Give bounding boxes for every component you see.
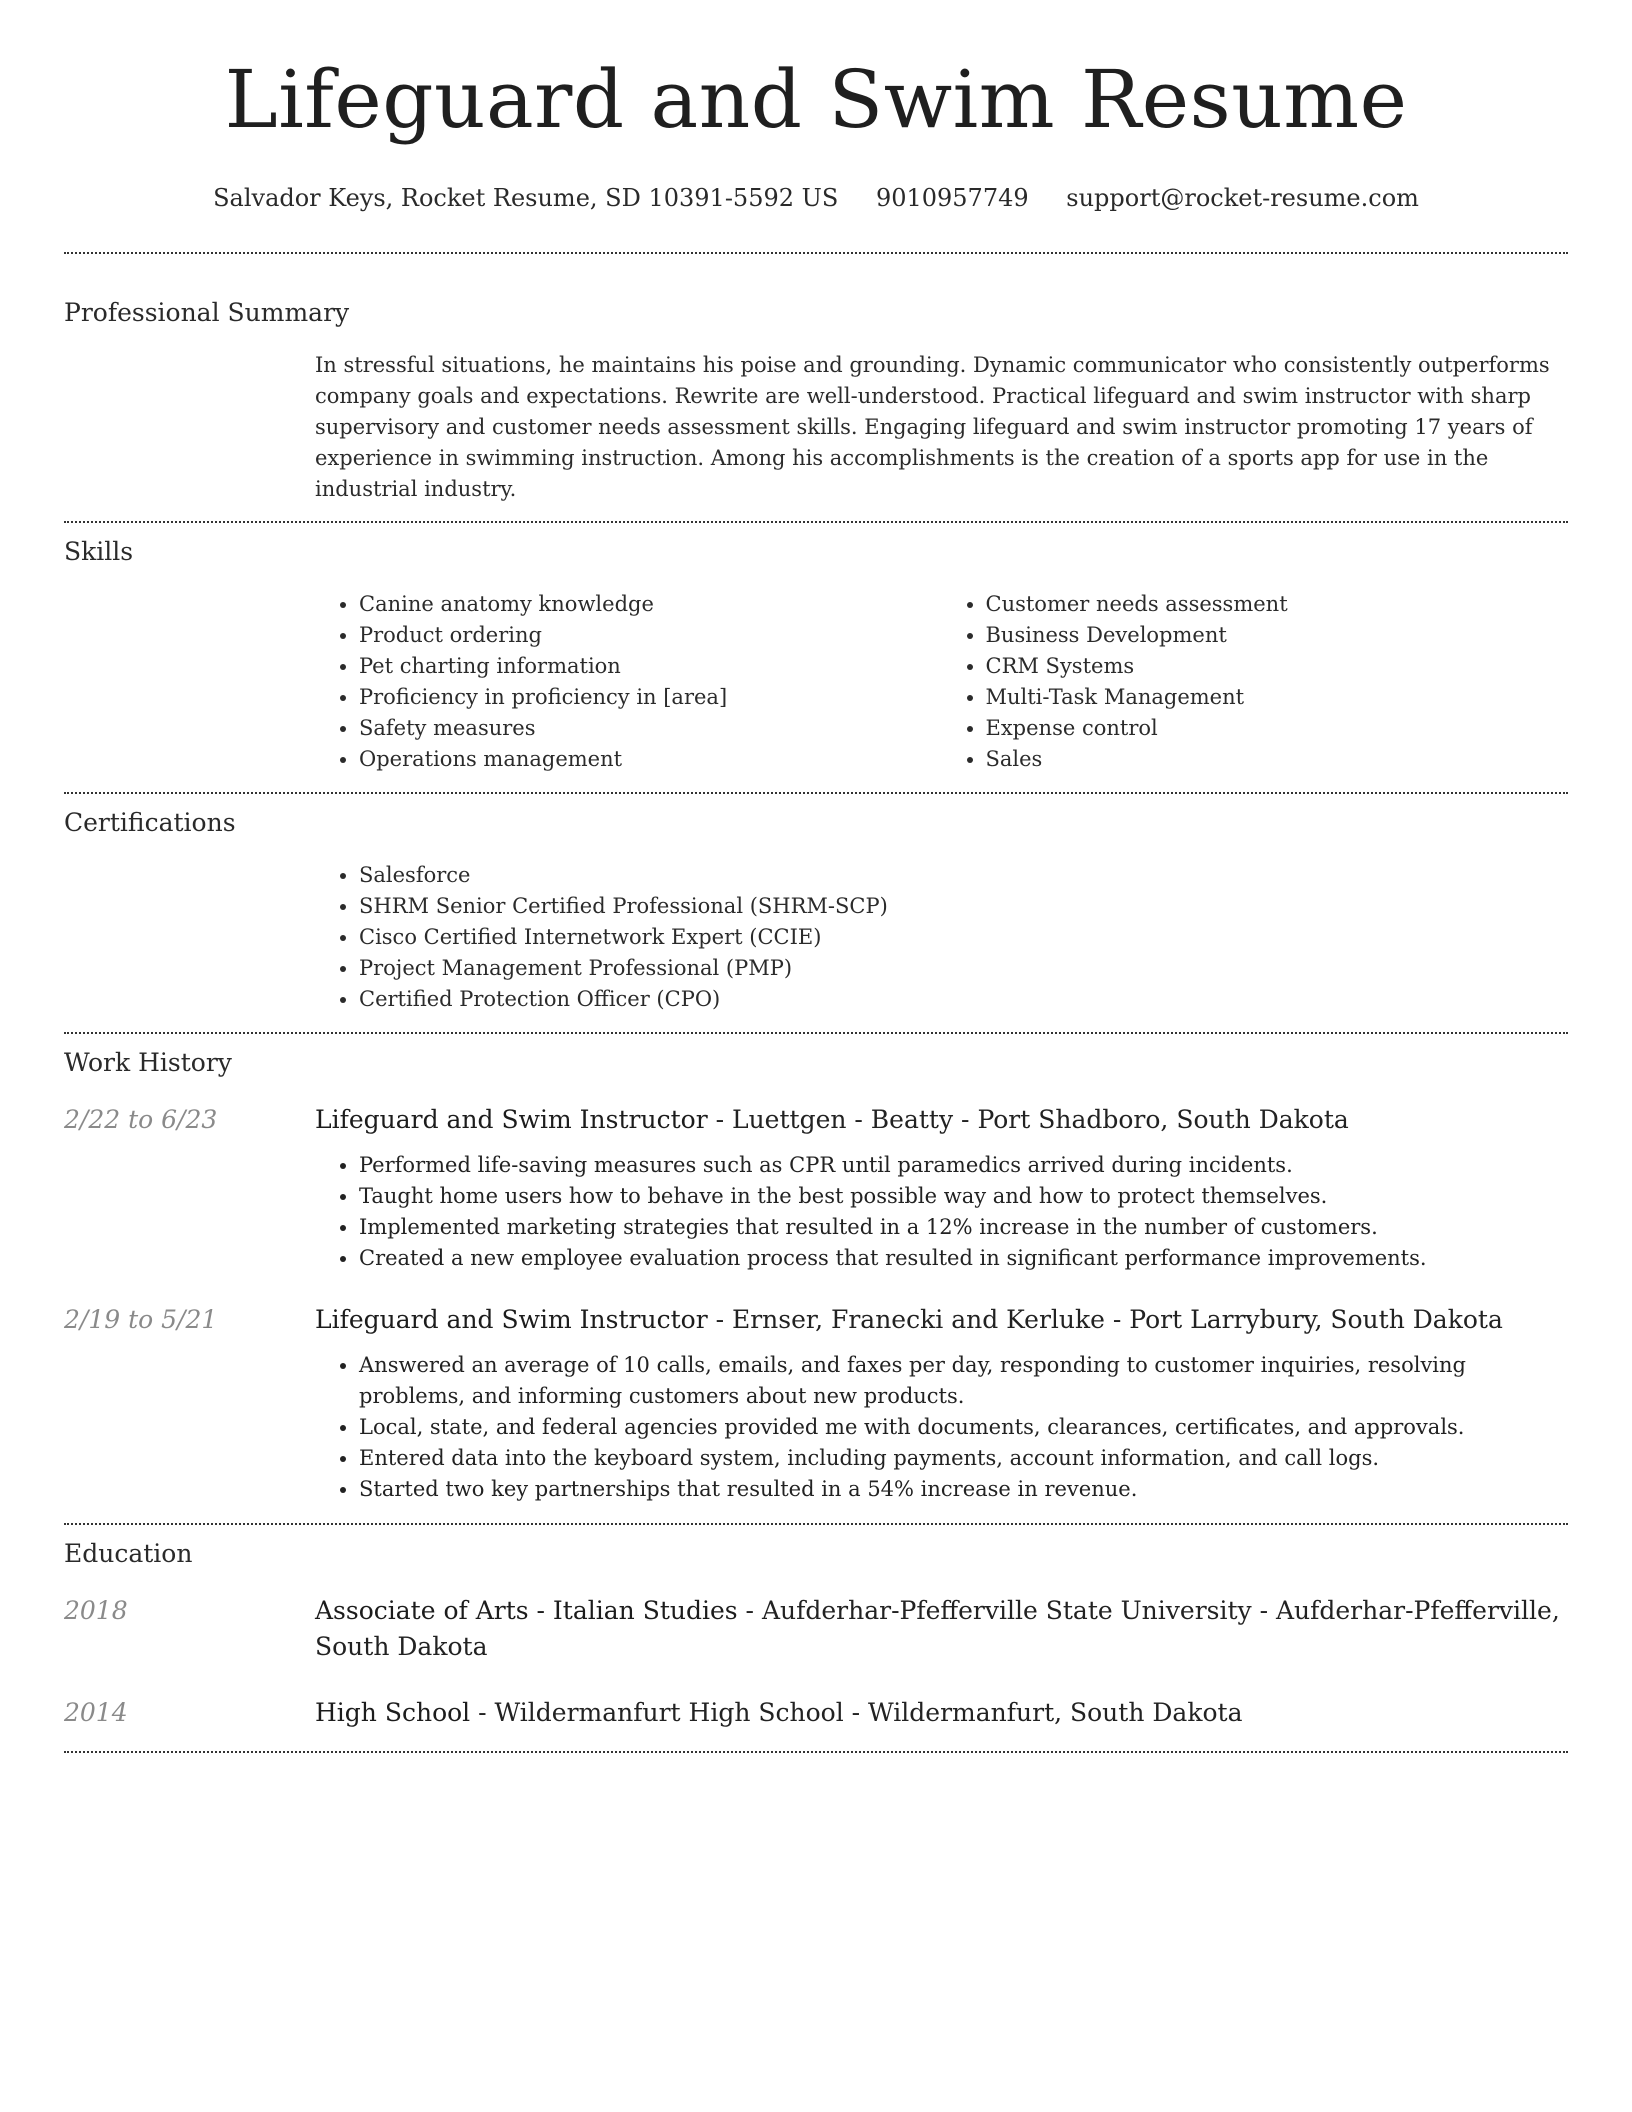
job-details: - Ernser, Franecki and Kerluke - Port Larrybury, South Dakota <box>707 1305 1503 1334</box>
divider <box>64 252 1568 254</box>
job-title: Lifeguard and Swim Instructor <box>315 1305 708 1334</box>
section-heading: Work History <box>64 1048 232 1077</box>
work-bullet: • Taught home users how to behave in the best possible way and how to protect themselves. <box>359 1181 1568 1212</box>
skill-item: • Expense control <box>986 713 1569 744</box>
skills-list-left <box>315 589 942 775</box>
education-details: - Aufderhar-Pfefferville State University - Aufderhar-Pfefferville, South Dakota <box>315 1596 1560 1661</box>
work-bullet: • Local, state, and federal agencies provided me with documents, clearances, certificates, and approvals. <box>359 1412 1568 1443</box>
work-title-line <box>315 1102 1568 1138</box>
work-bullets <box>315 1150 1568 1274</box>
skill-item: • Safety measures <box>359 713 942 744</box>
skills-list-right <box>942 589 1569 775</box>
work-bullet: • Answered an average of 10 calls, emails, and faxes per day, responding to customer inquiries, resolving problems, and informing customers about new products. <box>359 1350 1568 1412</box>
work-bullet: • Created a new employee evaluation process that resulted in significant performance improvements. <box>359 1243 1568 1274</box>
skill-item: • Multi-Task Management <box>986 682 1569 713</box>
skill-item: • Sales <box>986 744 1569 775</box>
certification-item: • Certified Protection Officer (CPO) <box>359 984 1568 1015</box>
education-entry <box>64 1695 1568 1731</box>
work-bullet: • Performed life-saving measures such as CPR until paramedics arrived during incidents. <box>359 1150 1568 1181</box>
divider <box>64 1751 1568 1753</box>
certification-item: • SHRM Senior Certified Professional (SHRM-SCP) <box>359 891 1568 922</box>
skills-grid <box>315 589 1568 775</box>
skill-item: • Operations management <box>359 744 942 775</box>
education-year: 2014 <box>64 1698 128 1727</box>
education-entry-row <box>64 1695 1568 1731</box>
divider <box>64 521 1568 523</box>
section-certifications <box>64 806 1568 1015</box>
skill-item: • Customer needs assessment <box>986 589 1569 620</box>
certifications-body <box>315 860 1568 1015</box>
work-bullet: • Started two key partnerships that resulted in a 54% increase in revenue. <box>359 1474 1568 1505</box>
education-title-line <box>315 1695 1568 1731</box>
education-title-line <box>315 1593 1568 1665</box>
work-entry-header <box>64 1102 1568 1138</box>
resume-title: Lifeguard and Swim Resume <box>224 53 1408 146</box>
work-dates: 2/22 to 6/23 <box>64 1105 218 1134</box>
section-education <box>64 1537 1568 1731</box>
summary-text: In stressful situations, he maintains his poise and grounding. Dynamic communicator who consistently outperforms company goals and expectations. Rewrite are well-understood. Practical lifeguard and swim instructor with sharp supervisory and customer needs assessment skills. Engaging lifeguard and swim instructor promoting 17 years of experience in swimming instruction. Among his accomplishments is the creation of a sports app for use in the industrial industry. <box>315 353 1550 501</box>
contact-address: Salvador Keys, Rocket Resume, SD 10391-5592 US <box>213 184 839 212</box>
work-bullets <box>315 1350 1568 1505</box>
contact-phone: 9010957749 <box>875 184 1029 212</box>
skill-item: • Product ordering <box>359 620 942 651</box>
work-entry <box>64 1302 1568 1505</box>
summary-body <box>315 350 1568 505</box>
certifications-list <box>315 860 1568 1015</box>
work-title-line <box>315 1302 1568 1338</box>
work-entry <box>64 1102 1568 1274</box>
skill-item: • Business Development <box>986 620 1569 651</box>
contact-line <box>64 182 1568 214</box>
work-bullet: • Implemented marketing strategies that resulted in a 12% increase in the number of customers. <box>359 1212 1568 1243</box>
work-bullet-list <box>315 1350 1568 1505</box>
certification-item: • Salesforce <box>359 860 1568 891</box>
skill-item: • Proficiency in proficiency in [area] <box>359 682 942 713</box>
section-heading: Skills <box>64 537 134 566</box>
section-skills <box>64 535 1568 775</box>
section-heading: Professional Summary <box>64 298 350 327</box>
certification-item: • Project Management Professional (PMP) <box>359 953 1568 984</box>
education-year: 2018 <box>64 1596 128 1625</box>
work-bullet: • Entered data into the keyboard system, including payments, account information, and call logs. <box>359 1443 1568 1474</box>
job-details: - Luettgen - Beatty - Port Shadboro, South Dakota <box>707 1105 1349 1134</box>
section-heading: Certifications <box>64 808 236 837</box>
contact-email: support@rocket-resume.com <box>1066 184 1419 212</box>
degree: High School <box>315 1698 471 1727</box>
education-details: - Wildermanfurt High School - Wildermanfurt, South Dakota <box>470 1698 1243 1727</box>
skill-item: • Canine anatomy knowledge <box>359 589 942 620</box>
divider <box>64 792 1568 794</box>
work-entry-header <box>64 1302 1568 1338</box>
education-entry <box>64 1593 1568 1665</box>
section-professional-summary <box>64 296 1568 505</box>
job-title: Lifeguard and Swim Instructor <box>315 1105 708 1134</box>
skill-item: • CRM Systems <box>986 651 1569 682</box>
section-work-history <box>64 1046 1568 1505</box>
divider <box>64 1523 1568 1525</box>
work-bullet-list <box>315 1150 1568 1274</box>
divider <box>64 1032 1568 1034</box>
skill-item: • Pet charting information <box>359 651 942 682</box>
certification-item: • Cisco Certified Internetwork Expert (CCIE) <box>359 922 1568 953</box>
degree: Associate of Arts - Italian Studies <box>315 1596 738 1625</box>
work-dates: 2/19 to 5/21 <box>64 1305 218 1334</box>
education-entry-row <box>64 1593 1568 1665</box>
section-heading: Education <box>64 1539 193 1568</box>
